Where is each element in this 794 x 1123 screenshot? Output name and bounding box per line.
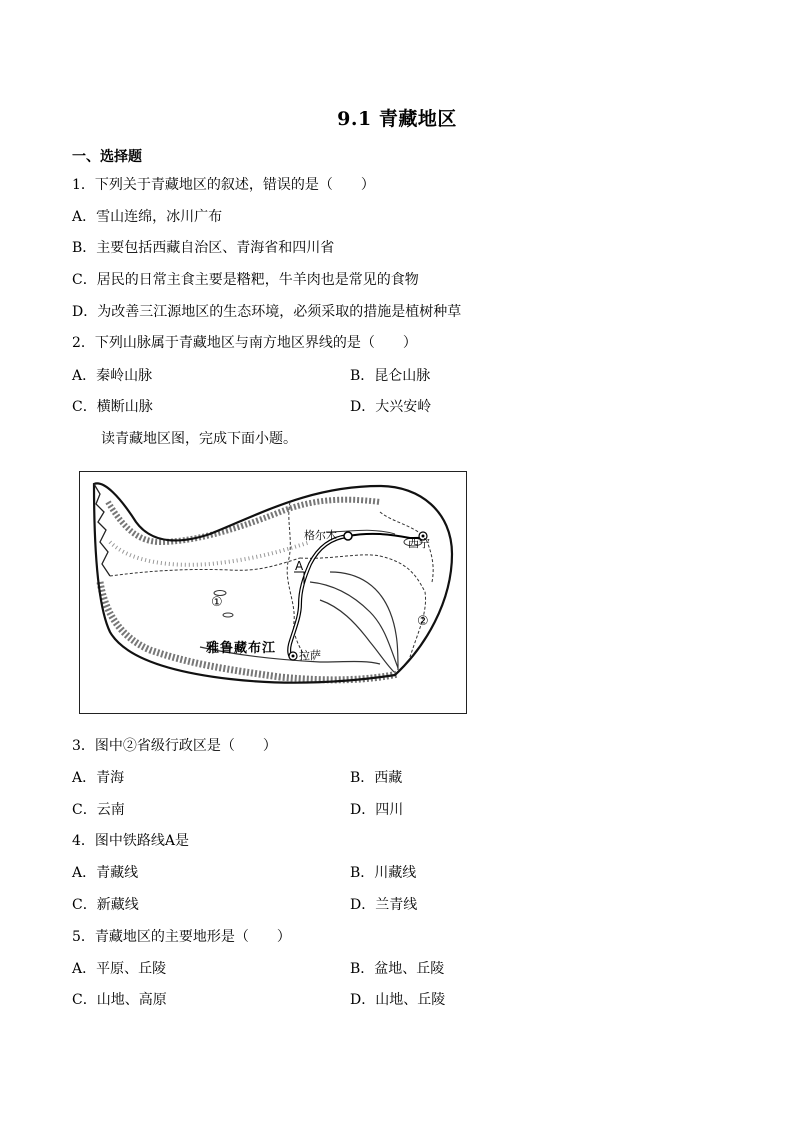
question-2-option-d: D．大兴安岭 <box>350 399 432 415</box>
question-2-option-a: A．秦岭山脉 <box>72 368 153 384</box>
river-jinsha <box>310 582 398 668</box>
question-1-option-b: B．主要包括西藏自治区、青海省和四川省 <box>72 240 335 256</box>
question-4-option-a: A．青藏线 <box>72 865 139 881</box>
question-5-option-c: C．山地、高原 <box>72 992 167 1008</box>
geermu-city-marker <box>344 532 352 540</box>
question-3-stem: 3．图中②省级行政区是（ ） <box>72 738 277 754</box>
inner-mountains-shading <box>110 542 310 565</box>
question-3-option-c: C．云南 <box>72 802 125 818</box>
question-3-option-a: A．青海 <box>72 770 125 786</box>
question-4-stem: 4．图中铁路线A是 <box>72 833 190 849</box>
question-2-option-c: C．横断山脉 <box>72 399 153 415</box>
map-label-region-2: ② <box>417 614 429 629</box>
map-label-lhasa: 拉萨 <box>299 649 321 662</box>
question-2-stem: 2．下列山脉属于青藏地区与南方地区界线的是（ ） <box>72 335 417 351</box>
question-3-option-d: D．四川 <box>350 802 404 818</box>
question-2-option-b: B．昆仑山脉 <box>350 368 431 384</box>
map-label-region-1: ① <box>211 595 223 610</box>
railway-line <box>289 536 348 658</box>
reading-prompt: 读青藏地区图，完成下面小题。 <box>101 431 297 447</box>
question-1-option-a: A．雪山连绵，冰川广布 <box>72 209 223 225</box>
page-title: 9.1 青藏地区 <box>337 108 457 130</box>
map-label-railway-a: A <box>295 559 304 573</box>
question-4-option-c: C．新藏线 <box>72 897 139 913</box>
question-3-option-b: B．西藏 <box>350 770 403 786</box>
question-4-option-d: D．兰青线 <box>350 897 418 913</box>
question-5-option-a: A．平原、丘陵 <box>72 961 167 977</box>
question-5-option-d: D．山地、丘陵 <box>350 992 446 1008</box>
question-5-option-b: B．盆地、丘陵 <box>350 961 445 977</box>
map-label-xining: 西宁 <box>408 537 430 550</box>
map-label-yarlung-river: 雅鲁藏布江 <box>206 641 277 656</box>
province-boundary-north <box>110 558 300 576</box>
question-1-option-d: D．为改善三江源地区的生态环境，必须采取的措施是植树种草 <box>72 304 462 320</box>
question-5-stem: 5．青藏地区的主要地形是（ ） <box>72 929 291 945</box>
question-4-option-b: B．川藏线 <box>350 865 417 881</box>
himalaya-mountains-shading <box>100 582 398 680</box>
question-1-stem: 1．下列关于青藏地区的叙述，错误的是（ ） <box>72 177 375 193</box>
lhasa-city-dot <box>292 655 295 658</box>
railway-line-inner <box>289 536 348 658</box>
lake <box>223 613 233 617</box>
river-nu <box>330 572 398 670</box>
section-heading: 一、选择题 <box>72 149 142 165</box>
map-label-geermu: 格尔木 <box>304 529 337 542</box>
qinghai-tibet-map <box>79 471 467 714</box>
map-drawing <box>80 472 468 715</box>
question-1-option-c: C．居民的日常主食主要是糌粑，牛羊肉也是常见的食物 <box>72 272 419 288</box>
